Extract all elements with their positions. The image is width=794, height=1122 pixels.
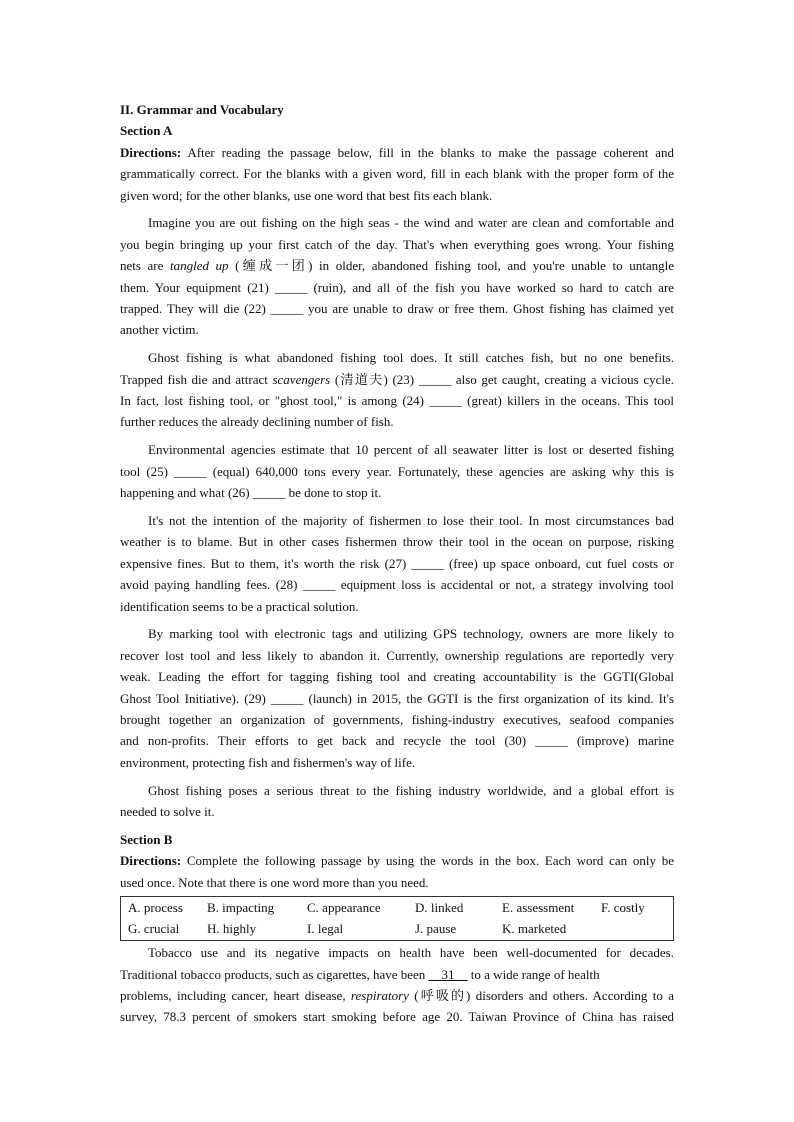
word-box (120, 896, 674, 941)
text-line: them. Your equipment (21) _____ (ruin), and all of the fish you have worked so hard to catch are (120, 279, 674, 295)
word-option: I. legal (307, 920, 344, 936)
text-line: Tobacco use and its negative impacts on health have been well-documented for decades. (148, 945, 674, 961)
text-line: Environmental agencies estimate that 10 percent of all seawater litter is lost or deserted fishing (148, 442, 674, 458)
text-line: Imagine you are out fishing on the high seas - the wind and water are clean and comfortable and (148, 215, 674, 231)
text-line: you begin bringing up your first catch of the day. That's when everything goes wrong. Your fishing (120, 236, 674, 252)
word-option: G. crucial (128, 920, 180, 936)
italic-term: tangled up (169, 258, 229, 274)
text-line: weak. Leading the effort for tagging fishing tool and creating accountability is the GGTI(Global (120, 669, 674, 685)
page-heading: II. Grammar and Vocabulary (120, 102, 284, 117)
text-line: expensive fines. But to them, it's worth the risk (27) _____ (free) up space onboard, cut fuel costs or (120, 555, 674, 571)
italic-term: scavengers (272, 371, 331, 387)
paragraph-3 (120, 439, 674, 503)
text-line: another victim. (120, 322, 199, 338)
word-option: B. impacting (207, 900, 275, 916)
directions-text: used once. Note that there is one word more than you need. (120, 874, 429, 890)
text-line: nets are tangled up (缠成一团) in older, abandoned fishing tool, and you're unable to untangle (120, 258, 674, 274)
worksheet-page (120, 99, 674, 1028)
text-line: Trapped fish die and attract scavengers (清道夫) (23) _____ also get caught, creating a vicious cycle. (120, 371, 674, 387)
text-line: trapped. They will die (22) _____ you are unable to draw or free them. Ghost fishing has claimed yet (120, 301, 674, 317)
text-line: avoid paying handling fees. (28) _____ equipment loss is accidental or not, a strategy involving tool (120, 577, 674, 593)
word-option: C. appearance (307, 900, 381, 916)
paragraph-4 (120, 510, 674, 617)
text-line: In fact, lost fishing tool, or "ghost tool," is among (24) _____ (great) killers in the oceans. This tool (120, 393, 674, 409)
text-line: happening and what (26) _____ be done to stop it. (120, 485, 382, 501)
text-line: further reduces the already declining number of fish. (120, 414, 394, 430)
text-line: problems, including cancer, heart disease, respiratory (呼吸的) disorders and others. According to a (120, 987, 674, 1003)
paragraph-2 (120, 347, 674, 433)
text-line: needed to solve it. (120, 804, 215, 820)
word-option: A. process (128, 900, 183, 916)
text-line: By marking tool with electronic tags and utilizing GPS technology, owners are more likely to (148, 626, 674, 642)
text-line: brought together an organization of governments, fishing-industry executives, seafood companies (120, 712, 674, 728)
word-box-row (128, 898, 666, 919)
paragraph-1 (120, 212, 674, 340)
directions-text: given word; for the other blanks, use one word that best fits each blank. (120, 187, 493, 203)
directions-text: After reading the passage below, fill in the blanks to make the passage coherent and (181, 144, 674, 160)
section-b-paragraph-1 (120, 942, 674, 1028)
directions-label: Directions: (120, 853, 182, 869)
text-line: Ghost fishing is what abandoned fishing tool does. It still catches fish, but no one benefits. (148, 350, 674, 366)
text-line: environment, protecting fish and fishermen's way of life. (120, 754, 416, 770)
word-option: H. highly (207, 920, 257, 936)
word-option: E. assessment (502, 900, 575, 916)
word-option: F. costly (601, 900, 645, 916)
directions-label: Directions: (120, 144, 182, 160)
paragraph-6 (120, 780, 674, 823)
text-line: and non-profits. Their efforts to get back and recycle the tool (30) _____ (improve) marine (120, 733, 674, 749)
text-line: Ghost fishing poses a serious threat to the fishing industry worldwide, and a global effort is (148, 782, 674, 798)
word-box-row (128, 919, 666, 940)
text-line: Traditional tobacco products, such as cigarettes, have been __31__ to a wide range of health (120, 966, 600, 982)
paragraph-5 (120, 623, 674, 773)
directions-text: grammatically correct. For the blanks with a given word, fill in each blank with the proper form of the (120, 166, 674, 182)
text-line: Ghost Tool Initiative). (29) _____ (launch) in 2015, the GGTI is the first organization of its kind. It's (120, 690, 674, 706)
word-option: J. pause (415, 920, 457, 936)
section-b-title: Section B (120, 832, 173, 847)
section-a-title: Section A (120, 123, 173, 139)
italic-term: respiratory (350, 987, 409, 1003)
directions-text: Complete the following passage by using the words in the box. Each word can only be (181, 853, 674, 869)
text-line: weather is to blame. But in other cases fishermen throw their tool in the ocean on purpose, risking (120, 534, 674, 550)
text-line: survey, 78.3 percent of smokers start smoking before age 20. Taiwan Province of China has raised (120, 1009, 674, 1025)
text-line: tool (25) _____ (equal) 640,000 tons every year. Fortunately, these agencies are asking why this is (120, 463, 674, 479)
word-option: K. marketed (502, 920, 567, 936)
text-line: recover lost tool and less likely to abandon it. Currently, ownership regulations are reportedly very (120, 647, 674, 663)
section-a-directions (120, 142, 674, 206)
text-line: It's not the intention of the majority of fishermen to lose their tool. In most circumstances bad (148, 513, 674, 529)
section-b-directions (120, 850, 674, 893)
text-line: identification seems to be a practical solution. (120, 598, 359, 614)
blank-31[interactable]: __31__ (428, 966, 468, 982)
word-option: D. linked (415, 900, 464, 916)
